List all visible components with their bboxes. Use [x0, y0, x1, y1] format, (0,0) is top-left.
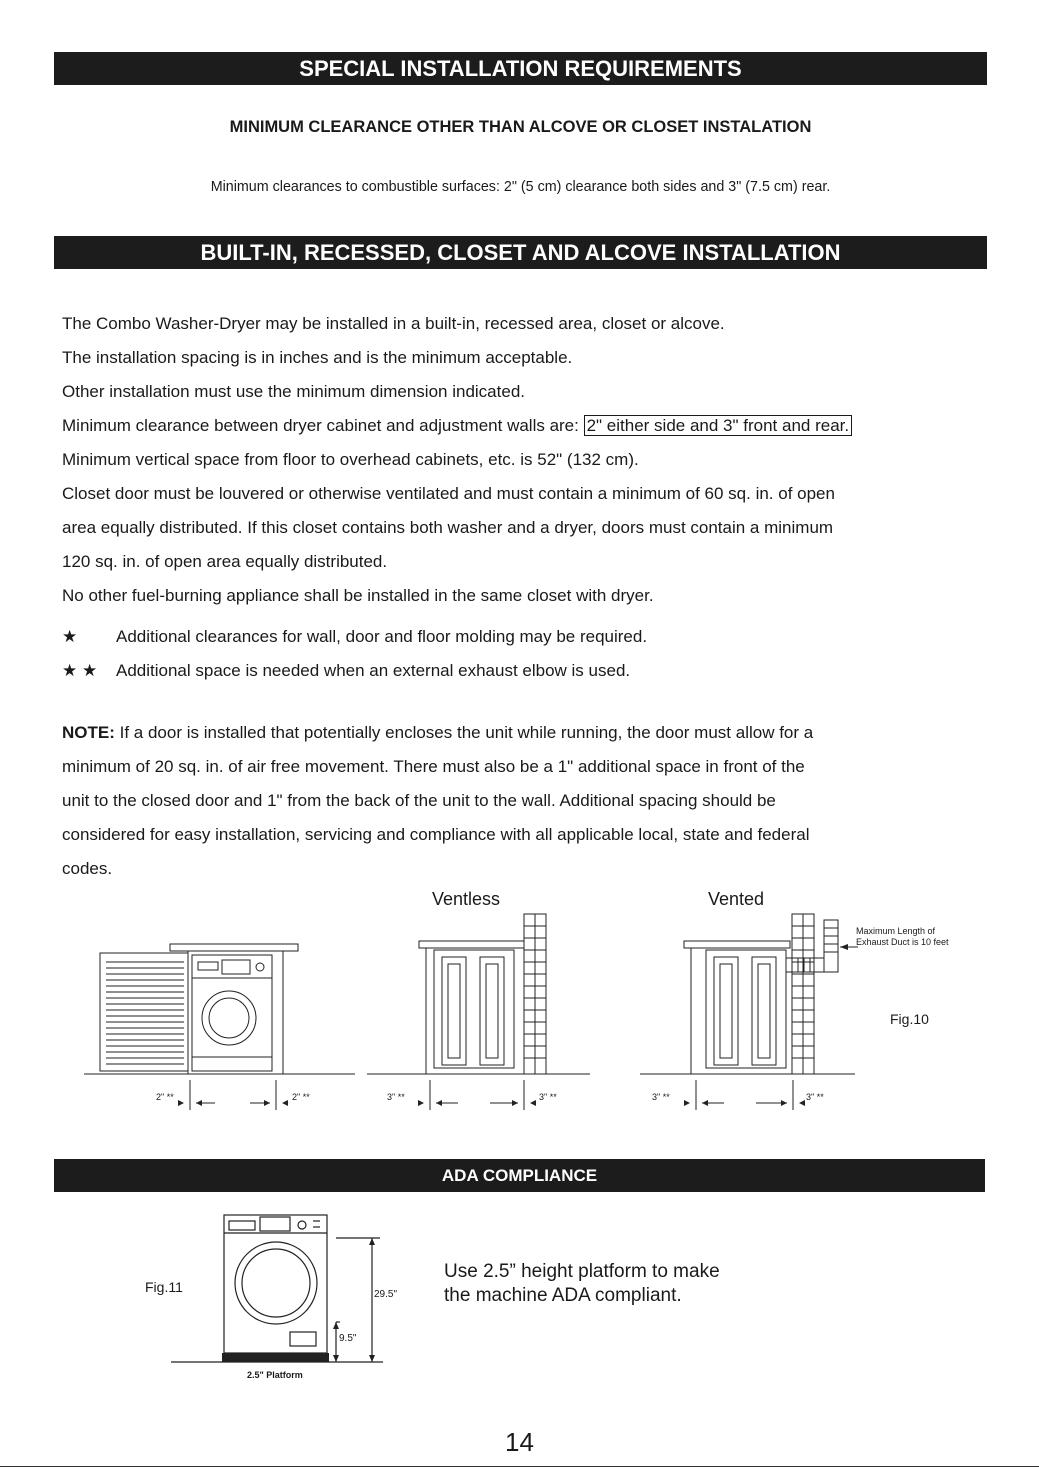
ada-instructions [444, 1260, 720, 1308]
star-note-text: Additional space is needed when an external exhaust elbow is used. [116, 661, 631, 680]
star-note [62, 620, 647, 654]
exhaust-duct [786, 920, 838, 972]
louver-lines [106, 962, 184, 1064]
body-line: 120 sq. in. of open area equally distributed. [62, 552, 388, 571]
duct-note: Maximum Length of [856, 926, 936, 936]
star-notes [62, 620, 647, 688]
section-header-special-installation: SPECIAL INSTALLATION REQUIREMENTS [54, 52, 987, 85]
platform-label: 2.5" Platform [247, 1370, 303, 1380]
dimension-label: 2" ** [292, 1092, 310, 1102]
duct-note: Exhaust Duct is 10 feet [856, 937, 949, 947]
fig11-label: Fig.11 [145, 1279, 183, 1295]
note-line: minimum of 20 sq. in. of air free movement. There must also be a 1" additional space in front of the [62, 757, 805, 776]
ada-text-line: Use 2.5” height platform to make [444, 1261, 720, 1282]
note-line: codes. [62, 859, 113, 878]
clearance-prefix: Minimum clearance between dryer cabinet and adjustment walls are: [62, 416, 584, 435]
dimension-label: 3" ** [652, 1092, 670, 1102]
min-clearance-heading: MINIMUM CLEARANCE OTHER THAN ALCOVE OR CLOSET INSTALATION [229, 118, 812, 136]
brick-wall [524, 914, 546, 1074]
dimension-label: 2" ** [156, 1092, 174, 1102]
dimension-label: 3" ** [387, 1092, 405, 1102]
note-line: considered for easy installation, servicing and compliance with all applicable local, state and federal [62, 825, 810, 844]
ada-height-lower: 9.5" [339, 1333, 357, 1344]
note-line: unit to the closed door and 1" from the back of the unit to the wall. Additional spacing should be [62, 791, 776, 810]
fig10-label: Fig.10 [890, 1011, 929, 1027]
body-line: The installation spacing is in inches and is the minimum acceptable. [62, 348, 573, 367]
note-line [62, 716, 1002, 750]
note-text: If a door is installed that potentially encloses the unit while running, the door must allow for a [114, 723, 814, 742]
section-header-ada: ADA COMPLIANCE [54, 1159, 985, 1192]
note-paragraph [62, 716, 1002, 886]
min-clearance-text: Minimum clearances to combustible surfaces: 2" (5 cm) clearance both sides and 3" (7.5 cm) rear. [210, 179, 831, 195]
body-line [62, 409, 1002, 443]
note-label: NOTE: [62, 723, 115, 742]
brick-wall [792, 914, 814, 1074]
body-line: Other installation must use the minimum dimension indicated. [62, 382, 525, 401]
ada-text-line: the machine ADA compliant. [444, 1285, 682, 1306]
star-note [62, 654, 647, 688]
star-icon: ★ [62, 627, 78, 646]
body-line: No other fuel-burning appliance shall be installed in the same closet with dryer. [62, 586, 654, 605]
ventless-label: Ventless [432, 889, 501, 909]
body-line: area equally distributed. If this closet contains both washer and a dryer, doors must contain a minimum [62, 518, 834, 537]
bottom-rule [0, 1466, 1039, 1467]
ada-height-total: 29.5" [374, 1289, 398, 1300]
body-line: The Combo Washer-Dryer may be installed in a built-in, recessed area, closet or alcove. [62, 314, 725, 333]
body-line: Minimum vertical space from floor to overhead cabinets, etc. is 52" (132 cm). [62, 450, 639, 469]
clearance-boxed-value: 2" either side and 3" front and rear. [584, 415, 853, 436]
vented-label: Vented [708, 889, 765, 909]
double-star-icon: ★ ★ [62, 661, 98, 680]
body-line: Closet door must be louvered or otherwise ventilated and must contain a minimum of 60 sq. in. of open [62, 484, 835, 503]
star-note-text: Additional clearances for wall, door and floor molding may be required. [116, 627, 648, 646]
section-header-builtin-installation: BUILT-IN, RECESSED, CLOSET AND ALCOVE INSTALLATION [54, 236, 987, 269]
installation-paragraph [62, 307, 1002, 613]
dimension-label: 3" ** [539, 1092, 557, 1102]
page-number: 14 [505, 1427, 534, 1457]
dimension-label: 3" ** [806, 1092, 824, 1102]
